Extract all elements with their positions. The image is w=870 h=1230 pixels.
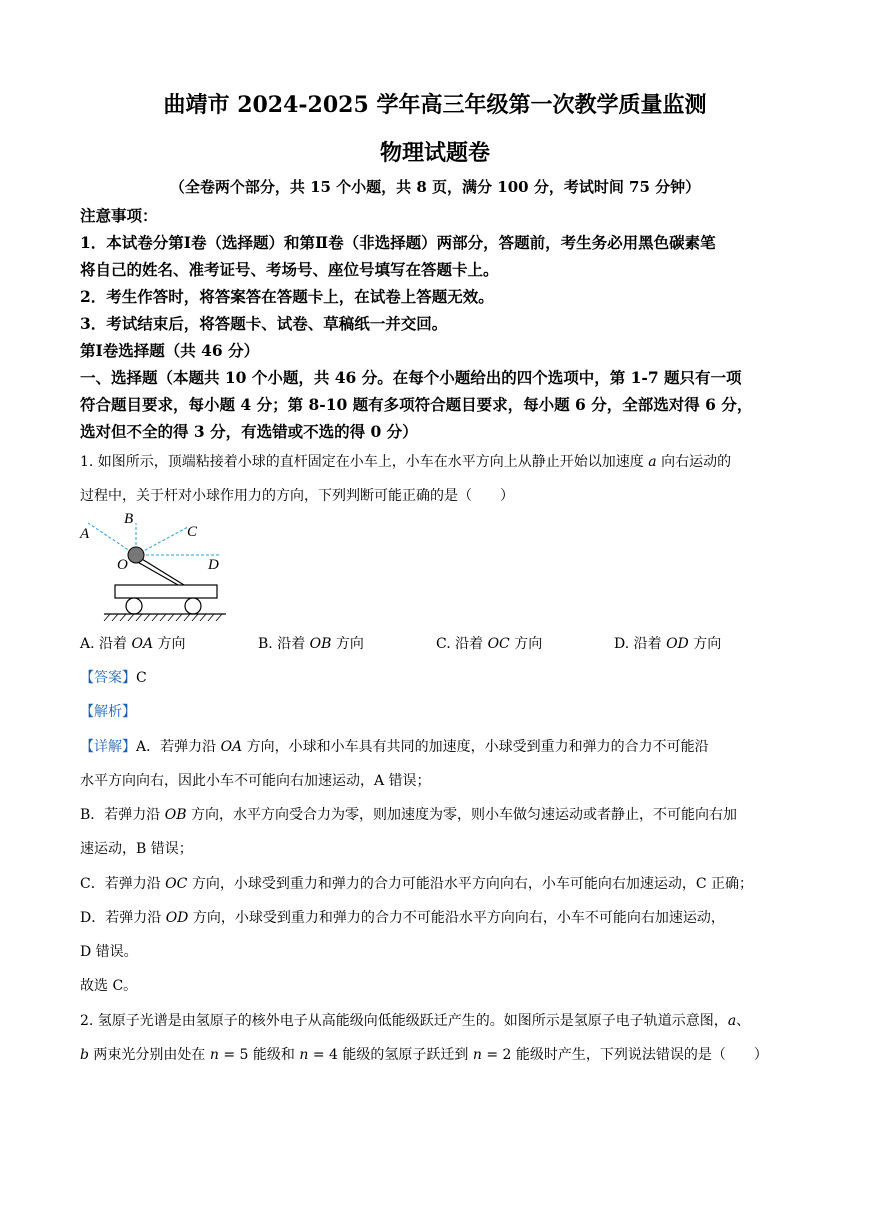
q1-figure-cart-rod-ball <box>76 505 236 625</box>
q2-stem-line-2: b 两束光分别由处在 n = 5 能级和 n = 4 能级的氢原子跃迁到 n = 2 能级时产生，下列说法错误的是（ ） <box>80 1047 768 1063</box>
part-one-heading: 第Ⅰ卷选择题（共 46 分） <box>80 341 260 360</box>
q1-option-c[interactable]: C. 沿着 OC 方向 <box>436 636 543 652</box>
q1-detail-d-line-2: D 错误。 <box>80 944 138 960</box>
exam-subtitle: 物理试题卷 <box>379 140 490 166</box>
q1-conclusion: 故选 C。 <box>80 978 138 994</box>
q1-detail-a-line-1: 【详解】A．若弹力沿 OA 方向，小球和小车具有共同的加速度，小球受到重力和弹力的合力不可能沿 <box>80 739 709 755</box>
section-intro-line-2: 符合题目要求，每小题 4 分；第 8-10 题有多项符合题目要求，每小题 6 分，全部选对得 6 分， <box>80 395 753 414</box>
q2-stem-line-1: 2. 氢原子光谱是由氢原子的核外电子从高能级向低能级跃迁产生的。如图所示是氢原子电子轨道示意图，a、 <box>80 1013 751 1029</box>
notice-heading: 注意事项： <box>80 206 158 225</box>
exam-title: 曲靖市 2024-2025 学年高三年级第一次教学质量监测 <box>163 92 707 118</box>
figure-label-a: A <box>80 526 90 542</box>
section-intro-line-1: 一、选择题（本题共 10 个小题，共 46 分。在每个小题给出的四个选项中，第 1-7 题只有一项 <box>80 368 742 387</box>
q1-detail-d-line-1: D．若弹力沿 OD 方向，小球受到重力和弹力的合力不可能沿水平方向向右，小车不可能向右加速运动， <box>80 910 725 926</box>
q1-detail-b-line-2: 速运动，B 错误； <box>80 841 193 857</box>
notice-item-1-line-2: 将自己的姓名、准考证号、考场号、座位号填写在答题卡上。 <box>80 260 499 279</box>
notice-item-3: 3．考试结束后，将答题卡、试卷、草稿纸一并交回。 <box>80 314 448 333</box>
q1-answer: 【答案】C <box>80 670 147 686</box>
figure-label-b: B <box>124 511 134 527</box>
q1-option-b[interactable]: B. 沿着 OB 方向 <box>258 636 364 652</box>
q1-stem-line-2: 过程中，关于杆对小球作用力的方向，下列判断可能正确的是（ ） <box>80 488 514 504</box>
notice-item-1-line-1: 1．本试卷分第Ⅰ卷（选择题）和第Ⅱ卷（非选择题）两部分，答题前，考生务必用黑色碳素笔 <box>80 233 716 252</box>
q1-detail-c: C．若弹力沿 OC 方向，小球受到重力和弹力的合力可能沿水平方向向右，小车可能向右加速运动，C 正确； <box>80 876 753 892</box>
q1-stem-line-1: 1. 如图所示，顶端粘接着小球的直杆固定在小车上，小车在水平方向上从静止开始以加速度 a 向右运动的 <box>80 454 732 470</box>
exam-info: （全卷两个部分，共 15 个小题，共 8 页，满分 100 分，考试时间 75 分钟） <box>169 178 701 196</box>
section-intro-line-3: 选对但不全的得 3 分，有选错或不选的得 0 分） <box>80 422 418 441</box>
figure-label-c: C <box>187 524 198 540</box>
q1-analysis-tag: 【解析】 <box>80 704 136 720</box>
q1-detail-a-line-2: 水平方向向右，因此小车不可能向右加速运动，A 错误； <box>80 773 431 789</box>
q1-option-d[interactable]: D. 沿着 OD 方向 <box>614 636 722 652</box>
notice-item-2: 2．考生作答时，将答案答在答题卡上，在试卷上答题无效。 <box>80 287 494 306</box>
figure-label-o: O <box>117 557 128 573</box>
q1-option-a[interactable]: A. 沿着 OA 方向 <box>80 636 186 652</box>
figure-label-d: D <box>208 557 219 573</box>
q1-detail-b-line-1: B．若弹力沿 OB 方向，水平方向受合力为零，则加速度为零，则小车做匀速运动或者静止，不可能向右加 <box>80 807 737 823</box>
answer-tag: 【答案】 <box>80 670 136 686</box>
